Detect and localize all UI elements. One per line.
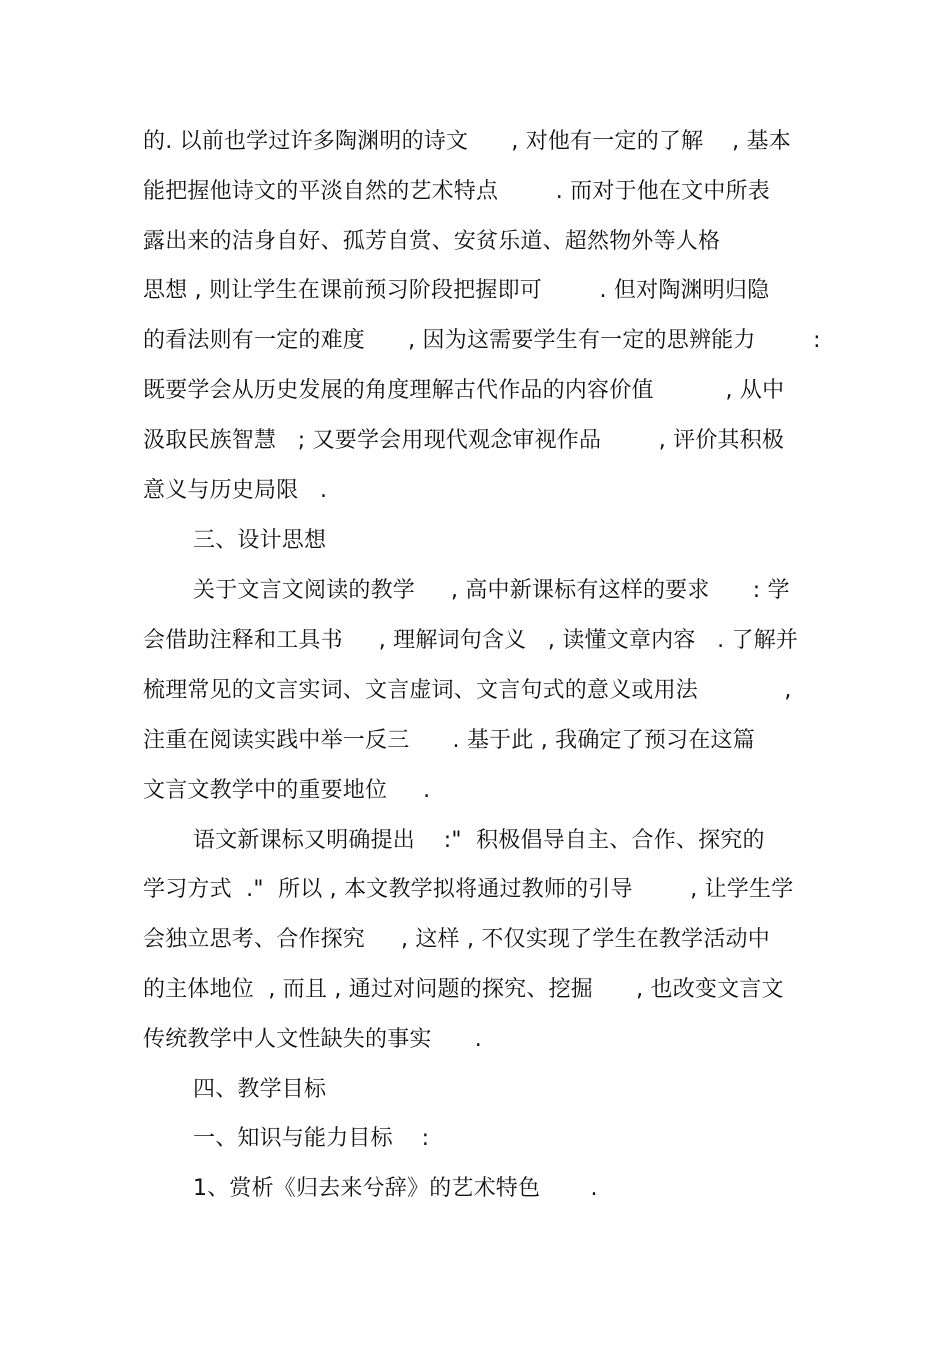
text-line: 文言文教学中的重要地位 . — [143, 778, 431, 803]
list-item: 1、赏析《归去来兮辞》的艺术特色 . — [193, 1176, 598, 1201]
text-line: 汲取民族智慧 ; 又要学会用现代观念审视作品 , 评价其积极 — [143, 428, 785, 453]
text-line: 学习方式 ." 所以 , 本文教学拟将通过教师的引导 , 让学生学 — [143, 877, 794, 902]
paragraph-first-line: 语文新课标又明确提出 :" 积极倡导自主、合作、探究的 — [193, 828, 765, 853]
text-line: 思想 , 则让学生在课前预习阶段把握即可 . 但对陶渊明归隐 — [143, 278, 770, 303]
section-heading: 四、教学目标 — [193, 1077, 327, 1102]
text-line: 意义与历史局限 . — [143, 478, 328, 503]
text-line: 露出来的洁身自好、孤芳自赏、安贫乐道、超然物外等人格 — [143, 229, 721, 254]
text-line: 的主体地位 , 而且 , 通过对问题的探究、挖掘 , 也改变文言文 — [143, 977, 784, 1002]
text-line: 注重在阅读实践中举一反三 . 基于此 , 我确定了预习在这篇 — [143, 728, 755, 753]
text-line: 既要学会从历史发展的角度理解古代作品的内容价值 , 从中 — [143, 378, 785, 403]
text-line: 的. 以前也学过许多陶渊明的诗文 , 对他有一定的了解 , 基本 — [143, 129, 791, 154]
text-line: 会独立思考、合作探究 , 这样 , 不仅实现了学生在教学活动中 — [143, 927, 770, 952]
text-line: 梳理常见的文言实词、文言虚词、文言句式的意义或用法 , — [143, 678, 792, 703]
text-line: 会借助注释和工具书 , 理解词句含义 , 读懂文章内容 . 了解并 — [143, 628, 799, 653]
subsection-heading: 一、知识与能力目标 : — [193, 1126, 430, 1151]
section-heading: 三、设计思想 — [193, 528, 327, 553]
text-line: 传统教学中人文性缺失的事实 . — [143, 1027, 482, 1052]
paragraph-first-line: 关于文言文阅读的教学 , 高中新课标有这样的要求 : 学 — [193, 578, 790, 603]
text-line: 能把握他诗文的平淡自然的艺术特点 . 而对于他在文中所表 — [143, 179, 770, 204]
text-line: 的看法则有一定的难度 , 因为这需要学生有一定的思辨能力 : — [143, 328, 821, 353]
